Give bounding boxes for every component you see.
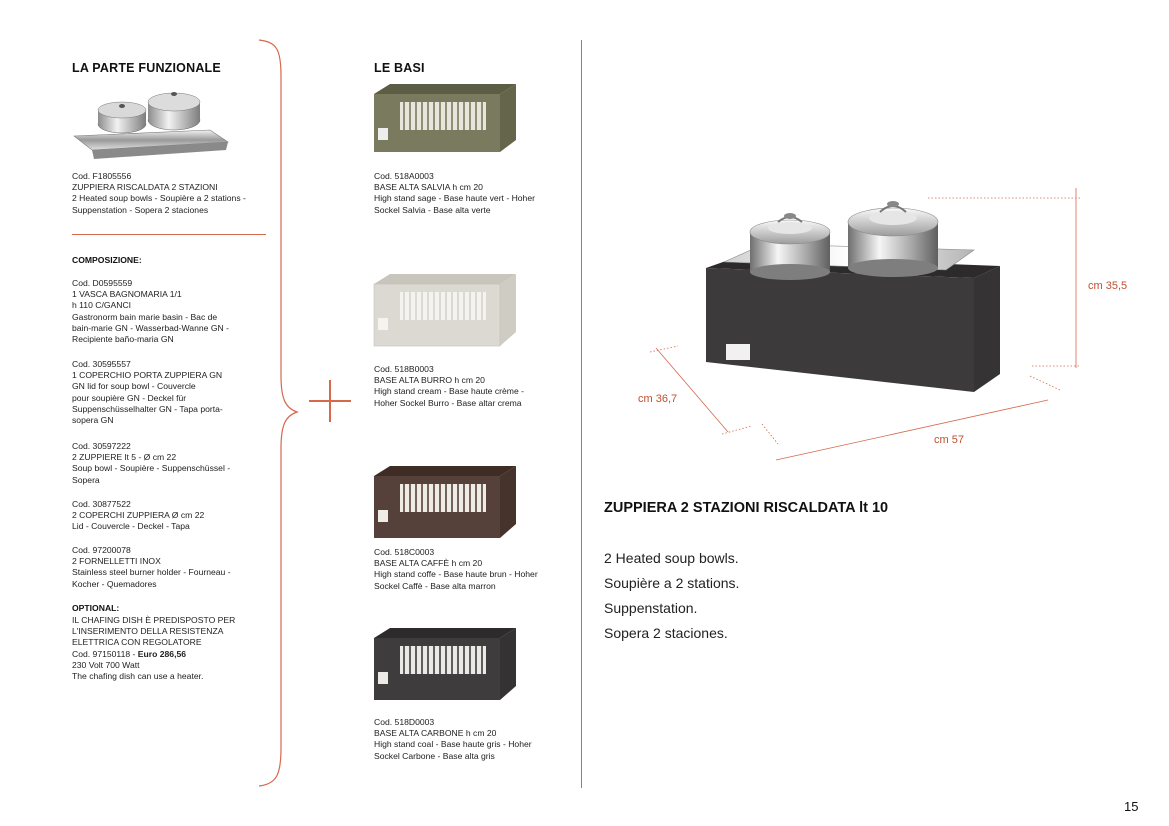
plus-sign <box>309 380 351 422</box>
dimension-width: cm 57 <box>934 434 964 446</box>
base-coal-photo <box>372 624 522 706</box>
optional-price: Euro 286,56 <box>137 648 187 659</box>
composition-item: Cod. 30877522 2 COPERCHI ZUPPIERA Ø cm 22 Lid - Couvercle - Deckel - Tapa <box>72 499 205 532</box>
composition-item: Cod. 30595557 1 COPERCHIO PORTA ZUPPIERA GN GN lid for soup bowl - Couvercle pour soupière GN - Deckel für Suppenschüsselhalter GN - Tapa porta- sopera GN <box>72 359 223 426</box>
divider <box>72 234 266 235</box>
base-sage-info: Cod. 518A0003 BASE ALTA SALVIA h cm 20 High stand sage - Base haute vert - Hoher Sockel Salvia - Base alta verte <box>374 171 535 215</box>
description-line: Soupière a 2 stations. <box>604 575 740 591</box>
product-code-block <box>72 171 246 216</box>
composition-item: Cod. 30597222 2 ZUPPIERE lt 5 - Ø cm 22 Soup bowl - Soupière - Suppenschüssel - Sopera <box>72 441 231 485</box>
product-name: ZUPPIERA RISCALDATA 2 STAZIONI <box>72 182 218 193</box>
column-divider <box>581 40 582 788</box>
product-translation: Suppenstation - Sopera 2 staciones <box>72 204 209 215</box>
optional-code: Cod. 97150118 - <box>72 648 138 659</box>
optional-heading: OPTIONAL: <box>72 603 120 613</box>
product-code: Cod. F1805556 <box>72 171 132 181</box>
composition-item: Cod. 97200078 2 FORNELLETTI INOX Stainless steel burner holder - Fourneau - Kocher - Quemadores <box>72 545 231 589</box>
product-translation: 2 Heated soup bowls - Soupière a 2 stations - <box>72 193 246 204</box>
composition-heading: COMPOSIZIONE: <box>72 255 142 265</box>
optional-block: IL CHAFING DISH È PREDISPOSTO PER L'INSERIMENTO DELLA RESISTENZA ELETTRICA CON REGOLATORE Cod. 97150118 - Euro 286,56 230 Volt 700 Watt The chafing dish can use a heater. <box>72 615 236 682</box>
main-product-photo <box>628 178 1148 468</box>
chafing-dish-photo <box>70 84 232 164</box>
base-coffee-info: Cod. 518C0003 BASE ALTA CAFFÈ h cm 20 High stand coffe - Base haute brun - Hoher Sockel Caffè - Base alta marron <box>374 547 538 591</box>
base-coal-info: Cod. 518D0003 BASE ALTA CARBONE h cm 20 High stand coal - Base haute gris - Hoher Sockel Carbone - Base alta gris <box>374 717 532 761</box>
description-line: Sopera 2 staciones. <box>604 625 728 641</box>
base-cream-photo <box>372 270 522 352</box>
product-title: ZUPPIERA 2 STAZIONI RISCALDATA lt 10 <box>604 500 889 516</box>
base-sage-photo <box>372 80 522 158</box>
section-heading-functional: LA PARTE FUNZIONALE <box>72 61 221 75</box>
description-line: 2 Heated soup bowls. <box>604 550 739 566</box>
composition-item: Cod. D0595559 1 VASCA BAGNOMARIA 1/1 h 110 C/GANCI Gastronorm bain marie basin - Bac de bain-marie GN - Wasserbad-Wanne GN - Recipiente baño-maria GN <box>72 278 229 345</box>
base-cream-info: Cod. 518B0003 BASE ALTA BURRO h cm 20 High stand cream - Base haute crème - Hoher Sockel Burro - Base altar crema <box>374 364 524 408</box>
description-line: Suppenstation. <box>604 600 698 616</box>
page-number: 15 <box>1124 799 1139 814</box>
product-description <box>604 546 739 646</box>
dimension-height: cm 35,5 <box>1088 280 1128 292</box>
dimension-depth: cm 36,7 <box>638 393 678 405</box>
base-coffee-photo <box>372 462 522 544</box>
section-heading-bases: LE BASI <box>374 61 425 75</box>
